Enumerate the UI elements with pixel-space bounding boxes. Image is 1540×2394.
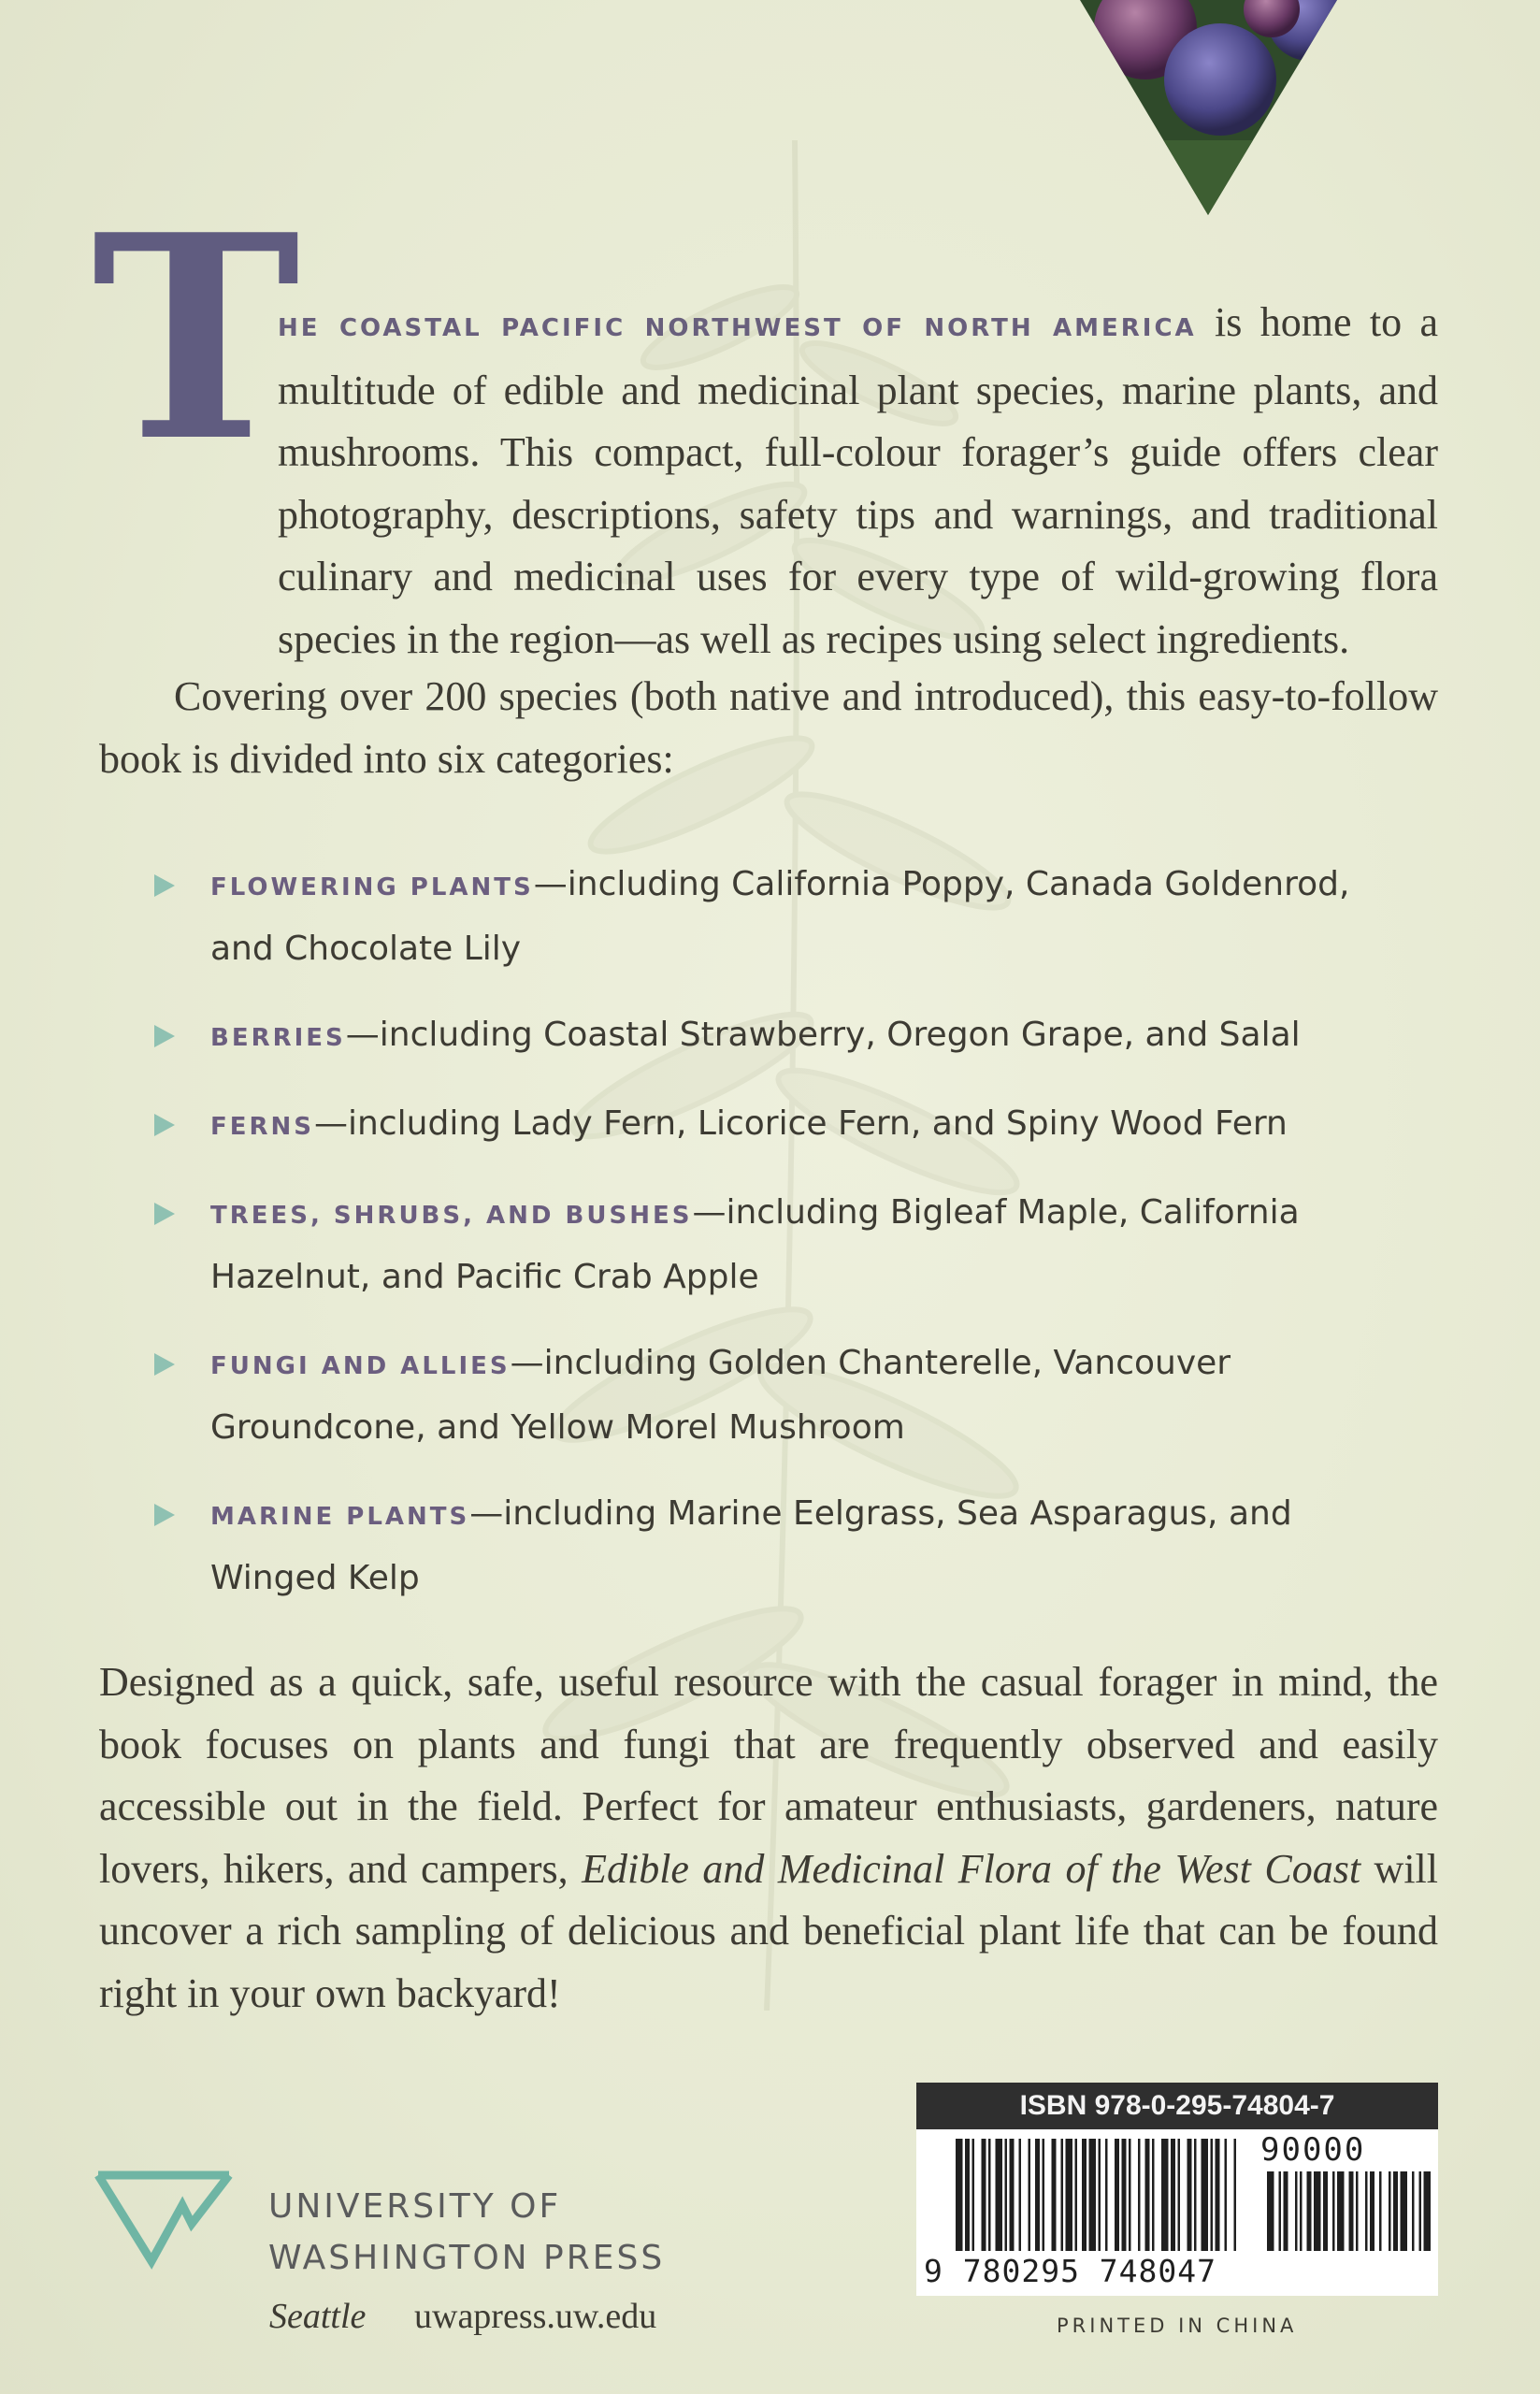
barcode-addon-bar [1300, 2171, 1303, 2251]
category-list [154, 854, 1370, 1609]
list-item [154, 1333, 1370, 1459]
barcode-bar [965, 2139, 970, 2251]
barcode-bar [1115, 2139, 1119, 2251]
barcode-bar [1194, 2139, 1197, 2251]
barcode-bar [1122, 2139, 1127, 2251]
category-name: TREES, SHRUBS, AND BUSHES [210, 1202, 693, 1230]
category-name: FLOWERING PLANTS [210, 873, 534, 901]
barcode-digits: 9 780295 748047 [924, 2253, 1217, 2289]
barcode-bar [1171, 2139, 1175, 2251]
barcode-bar [1216, 2139, 1220, 2251]
barcode-bar [1211, 2139, 1214, 2251]
barcode-bar [1075, 2139, 1078, 2251]
bullet-triangle-icon [154, 1114, 175, 1136]
barcode-addon-bar [1349, 2171, 1354, 2251]
intro-paragraph [278, 292, 1438, 671]
category-name: MARINE PLANTS [210, 1503, 470, 1531]
barcode-addon-bar [1365, 2171, 1368, 2251]
category-name: FUNGI AND ALLIES [210, 1352, 511, 1380]
barcode-addon-bar [1356, 2171, 1359, 2251]
barcode-addon-bar [1295, 2171, 1298, 2251]
barcode-addon-bar [1412, 2171, 1415, 2251]
barcode-bar [1005, 2139, 1008, 2251]
list-item [154, 1483, 1370, 1609]
category-text: —including Lady Fern, Licorice Fern, and Spiny Wood Fern [314, 1104, 1288, 1143]
list-item [154, 1093, 1370, 1158]
barcode-bar [972, 2139, 975, 2251]
barcode [916, 2129, 1438, 2296]
publisher-url[interactable]: uwapress.uw.edu [414, 2297, 657, 2336]
barcode-bar [1019, 2139, 1022, 2251]
intro-lead-text: is home to a multitude of edible and medicinal plant species, marine plants, and mushrooms. This compact, full-colour forager’s guide offers clear photography, descriptions, safety tips and warnings, and traditional culinary and medicinal uses for every type of wild-growing flora species in the region—as well as recipes using select ingredients. [278, 299, 1439, 662]
barcode-bar [1145, 2139, 1150, 2251]
category-name: BERRIES [210, 1024, 346, 1052]
category-text: —including Bigleaf Maple, California Hazelnut, and Pacific Crab Apple [210, 1193, 1300, 1296]
barcode-addon-bar [1323, 2171, 1328, 2251]
barcode-bar [1129, 2139, 1131, 2251]
barcode-bar [982, 2139, 986, 2251]
barcode-bar [1082, 2139, 1087, 2251]
drop-cap: T [92, 173, 301, 503]
category-text: —including Golden Chanterelle, Vancouver Groundcone, and Yellow Morel Mushroom [210, 1344, 1231, 1447]
barcode-bar [1202, 2139, 1209, 2251]
list-item [154, 1004, 1370, 1069]
category-text: —including California Poppy, Canada Goldenrod, and Chocolate Lily [210, 865, 1350, 968]
barcode-addon-bar [1337, 2171, 1345, 2251]
covering-paragraph: Covering over 200 species (both native and introduced), this easy-to-follow book is divided into six categories: [99, 673, 1438, 782]
book-title-italic: Edible and Medicinal Flora of the West Coast [582, 1845, 1361, 1892]
barcode-bar [1152, 2139, 1155, 2251]
bullet-triangle-icon [154, 1025, 175, 1047]
list-item [154, 854, 1370, 980]
barcode-bar [1061, 2139, 1064, 2251]
barcode-bar [1066, 2139, 1073, 2251]
barcode-addon-bar [1314, 2171, 1321, 2251]
bullet-triangle-icon [154, 1504, 175, 1526]
barcode-bar [1089, 2139, 1097, 2251]
bullet-triangle-icon [154, 1203, 175, 1225]
barcode-bar [1010, 2139, 1015, 2251]
bullet-triangle-icon [154, 1353, 175, 1376]
barcode-addon-bar [1401, 2171, 1408, 2251]
publisher-line2: WASHINGTON PRESS [268, 2239, 666, 2277]
barcode-bar [1052, 2139, 1057, 2251]
barcode-bar [1099, 2139, 1101, 2251]
isbn-header-bar [916, 2083, 1438, 2129]
barcode-addon-bar [1284, 2171, 1288, 2251]
barcode-addon-bar [1370, 2171, 1374, 2251]
category-text: —including Marine Eelgrass, Sea Asparagus, and Winged Kelp [210, 1494, 1292, 1597]
designed-text-part1: Designed as a quick, safe, useful resource with the casual forager in mind, the book focuses on plants and fungi that are frequently observed and easily accessible out in the field. Perfect for amateur enthusiasts, gardeners, nature lovers, hikers, and campers, [99, 1659, 1438, 1892]
designed-text-part2: will uncover a rich sampling of delicious and beneficial plant life that can be found right in your own backyard! [99, 1845, 1438, 2016]
barcode-bar [996, 2139, 1003, 2251]
designed-paragraph [99, 1651, 1438, 2025]
barcode-bar [1029, 2139, 1031, 2251]
publisher-city: Seattle [269, 2297, 367, 2336]
barcode-bar [1187, 2139, 1192, 2251]
bullet-triangle-icon [154, 874, 175, 897]
barcode-bar [1161, 2139, 1169, 2251]
barcode-bar [1138, 2139, 1141, 2251]
barcode-bar [1105, 2139, 1108, 2251]
barcode-price-code: 90000 [1260, 2131, 1366, 2169]
list-item [154, 1182, 1370, 1308]
barcode-bar [1225, 2139, 1228, 2251]
publisher-name [268, 2181, 665, 2284]
barcode-bar [1178, 2139, 1181, 2251]
uw-press-logo-icon [94, 2168, 234, 2271]
category-text: —including Coastal Strawberry, Oregon Grape, and Salal [345, 1016, 1301, 1054]
barcode-addon-bar [1332, 2171, 1335, 2251]
berry-photo-triangle [1080, 0, 1337, 215]
barcode-bar [956, 2139, 963, 2251]
barcode-addon-bar [1393, 2171, 1398, 2251]
barcode-addon-bar [1424, 2171, 1432, 2251]
isbn-text: ISBN 978-0-295-74804-7 [1019, 2090, 1335, 2121]
barcode-bar [1035, 2139, 1040, 2251]
barcode-addon-bar [1389, 2171, 1391, 2251]
barcode-bar [988, 2139, 991, 2251]
barcode-addon-bar [1267, 2171, 1274, 2251]
barcode-addon-bar [1419, 2171, 1422, 2251]
barcode-addon-bar [1379, 2171, 1382, 2251]
barcode-bar [1043, 2139, 1045, 2251]
intro-lead-smallcaps: HE COASTAL PACIFIC NORTHWEST OF NORTH AMERICA [278, 314, 1197, 342]
barcode-addon-bar [1279, 2171, 1282, 2251]
printed-in-label: PRINTED IN CHINA [1057, 2315, 1298, 2337]
barcode-bar [1234, 2139, 1237, 2251]
category-name: FERNS [210, 1113, 315, 1141]
publisher-line1: UNIVERSITY OF [268, 2187, 562, 2226]
barcode-addon-bar [1307, 2171, 1312, 2251]
